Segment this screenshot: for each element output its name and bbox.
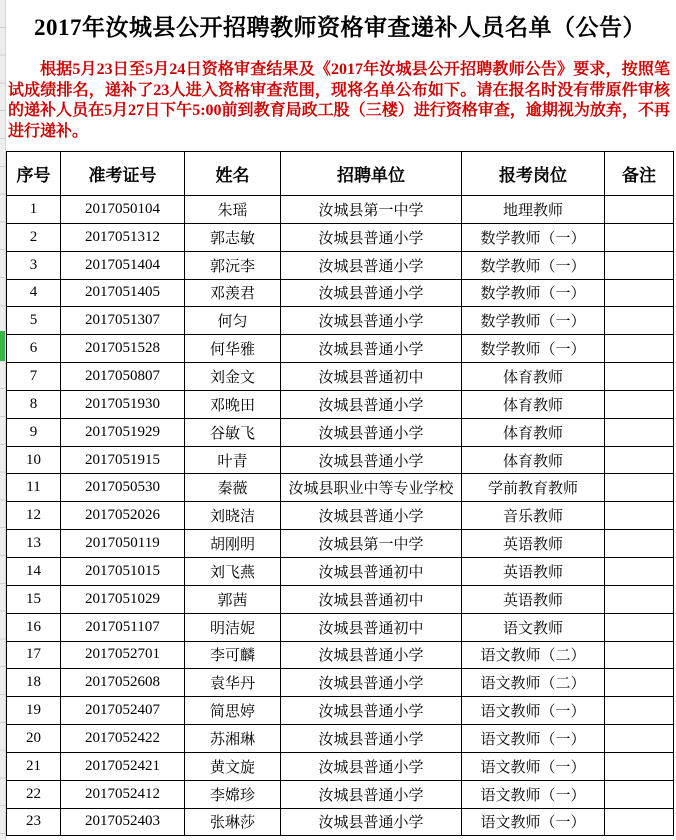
cell-name[interactable]: 郭茜: [185, 585, 281, 613]
cell-serial[interactable]: 6: [7, 335, 61, 363]
cell-serial[interactable]: 22: [7, 780, 61, 808]
table-row: [7, 557, 674, 585]
selected-row-marker: [0, 331, 5, 361]
cell-serial[interactable]: 15: [7, 585, 61, 613]
cell-unit[interactable]: 汝城县第一中学: [281, 196, 462, 224]
cell-exam-id[interactable]: 2017051930: [61, 390, 185, 418]
cell-serial[interactable]: 18: [7, 669, 61, 697]
cell-remark[interactable]: [605, 446, 674, 474]
cell-unit[interactable]: 汝城县第一中学: [281, 530, 462, 558]
cell-remark[interactable]: [605, 196, 674, 224]
cell-name[interactable]: 叶青: [185, 446, 281, 474]
cell-remark[interactable]: [605, 557, 674, 585]
cell-position[interactable]: 英语教师: [462, 585, 605, 613]
cell-unit[interactable]: 汝城县普通小学: [281, 641, 462, 669]
cell-unit[interactable]: 汝城县普通小学: [281, 780, 462, 808]
cell-position[interactable]: 学前教育教师: [462, 474, 605, 502]
cell-position[interactable]: 数学教师（一）: [462, 335, 605, 363]
header-cell-serial[interactable]: 序号: [7, 152, 61, 196]
cell-unit[interactable]: 汝城县普通初中: [281, 557, 462, 585]
cell-position[interactable]: 音乐教师: [462, 502, 605, 530]
header-cell-name[interactable]: 姓名: [185, 152, 281, 196]
cell-exam-id[interactable]: 2017050119: [61, 530, 185, 558]
cell-remark[interactable]: [605, 585, 674, 613]
cell-position[interactable]: 语文教师（一）: [462, 780, 605, 808]
cell-position[interactable]: 语文教师（一）: [462, 697, 605, 725]
table-row: [7, 279, 674, 307]
cell-name[interactable]: 刘金文: [185, 363, 281, 391]
cell-position[interactable]: 语文教师（一）: [462, 725, 605, 753]
cell-remark[interactable]: [605, 530, 674, 558]
table-row: [7, 335, 674, 363]
page-title: 2017年汝城县公开招聘教师资格审查递补人员名单（公告）: [34, 15, 646, 40]
cell-name[interactable]: 何华雅: [185, 335, 281, 363]
cell-name[interactable]: 邓羡君: [185, 279, 281, 307]
cell-remark[interactable]: [605, 418, 674, 446]
cell-unit[interactable]: 汝城县普通小学: [281, 502, 462, 530]
cell-remark[interactable]: [605, 808, 674, 836]
cell-serial[interactable]: 21: [7, 752, 61, 780]
cell-name[interactable]: 秦薇: [185, 474, 281, 502]
cell-unit[interactable]: 汝城县普通小学: [281, 446, 462, 474]
cell-position[interactable]: 地理教师: [462, 196, 605, 224]
cell-position[interactable]: 语文教师: [462, 613, 605, 641]
cell-remark[interactable]: [605, 363, 674, 391]
cell-exam-id[interactable]: 2017052407: [61, 697, 185, 725]
cell-serial[interactable]: 2: [7, 223, 61, 251]
cell-position[interactable]: 语文教师（一）: [462, 752, 605, 780]
table-row: [7, 223, 674, 251]
cell-exam-id[interactable]: 2017051029: [61, 585, 185, 613]
cell-remark[interactable]: [605, 752, 674, 780]
cell-position[interactable]: 数学教师（一）: [462, 223, 605, 251]
cell-unit[interactable]: 汝城县普通小学: [281, 390, 462, 418]
cell-exam-id[interactable]: 2017051404: [61, 251, 185, 279]
table-row: [7, 363, 674, 391]
cell-name[interactable]: 谷敏飞: [185, 418, 281, 446]
cell-position[interactable]: 语文教师（二）: [462, 669, 605, 697]
cell-name[interactable]: 黄文旋: [185, 752, 281, 780]
table-row: [7, 474, 674, 502]
cell-name[interactable]: 明洁妮: [185, 613, 281, 641]
cell-position[interactable]: 体育教师: [462, 390, 605, 418]
cell-unit[interactable]: 汝城县普通小学: [281, 307, 462, 335]
notice-paragraph: 根据5月23日至5月24日资格审查结果及《2017年汝城县公开招聘教师公告》要求，按照笔试成绩排名，递补了23人进入资格审查范围，现将名单公布如下。请在报名时没有带原件审核的递补人员在5月27日下午5:00前到教育局政工股（三楼）进行资格审查，逾期视为放弃，不再进行递补。: [8, 61, 670, 140]
cell-unit[interactable]: 汝城县普通小学: [281, 335, 462, 363]
cell-unit[interactable]: 汝城县普通小学: [281, 251, 462, 279]
cell-exam-id[interactable]: 2017051528: [61, 335, 185, 363]
cell-serial[interactable]: 10: [7, 446, 61, 474]
table-row: [7, 697, 674, 725]
cell-unit[interactable]: 汝城县普通小学: [281, 223, 462, 251]
cell-remark[interactable]: [605, 251, 674, 279]
table-row: [7, 446, 674, 474]
cell-unit[interactable]: 汝城县普通小学: [281, 752, 462, 780]
cell-serial[interactable]: 7: [7, 363, 61, 391]
cell-position[interactable]: 数学教师（一）: [462, 307, 605, 335]
cell-position[interactable]: 体育教师: [462, 446, 605, 474]
cell-unit[interactable]: 汝城县职业中等专业学校: [281, 474, 462, 502]
table-row: [7, 251, 674, 279]
cell-serial[interactable]: 3: [7, 251, 61, 279]
table-row: [7, 669, 674, 697]
cell-position[interactable]: 语文教师（二）: [462, 641, 605, 669]
cell-unit[interactable]: 汝城县普通初中: [281, 585, 462, 613]
cell-position[interactable]: 英语教师: [462, 557, 605, 585]
cell-exam-id[interactable]: 2017051929: [61, 418, 185, 446]
cell-name[interactable]: 朱瑶: [185, 196, 281, 224]
table-header-row: [7, 152, 674, 196]
cell-serial[interactable]: 11: [7, 474, 61, 502]
cell-remark[interactable]: [605, 697, 674, 725]
table-body: [7, 196, 674, 836]
cell-serial[interactable]: 14: [7, 557, 61, 585]
cell-remark[interactable]: [605, 613, 674, 641]
cell-remark[interactable]: [605, 725, 674, 753]
cell-serial[interactable]: 23: [7, 808, 61, 836]
cell-serial[interactable]: 8: [7, 390, 61, 418]
cell-name[interactable]: 胡刚明: [185, 530, 281, 558]
cell-serial[interactable]: 9: [7, 418, 61, 446]
cell-name[interactable]: 邓晚田: [185, 390, 281, 418]
cell-serial[interactable]: 20: [7, 725, 61, 753]
cell-serial[interactable]: 13: [7, 530, 61, 558]
cell-remark[interactable]: [605, 502, 674, 530]
cell-serial[interactable]: 19: [7, 697, 61, 725]
header-cell-exam-id[interactable]: 准考证号: [61, 152, 185, 196]
cell-unit[interactable]: 汝城县普通初中: [281, 613, 462, 641]
cell-name[interactable]: 刘晓洁: [185, 502, 281, 530]
cell-remark[interactable]: [605, 780, 674, 808]
cell-name[interactable]: 袁华丹: [185, 669, 281, 697]
cell-serial[interactable]: 12: [7, 502, 61, 530]
table-row: [7, 780, 674, 808]
cell-position[interactable]: 语文教师（一）: [462, 808, 605, 836]
table-row: [7, 585, 674, 613]
cell-serial[interactable]: 17: [7, 641, 61, 669]
cell-exam-id[interactable]: 2017052421: [61, 752, 185, 780]
cell-unit[interactable]: 汝城县普通小学: [281, 279, 462, 307]
cell-name[interactable]: 何匀: [185, 307, 281, 335]
cell-unit[interactable]: 汝城县普通小学: [281, 697, 462, 725]
table-row: [7, 418, 674, 446]
table-row: [7, 307, 674, 335]
cell-name[interactable]: 张琳莎: [185, 808, 281, 836]
cell-name[interactable]: 李可麟: [185, 641, 281, 669]
cell-exam-id[interactable]: 2017051107: [61, 613, 185, 641]
cell-position[interactable]: 体育教师: [462, 418, 605, 446]
cell-unit[interactable]: 汝城县普通小学: [281, 669, 462, 697]
cell-exam-id[interactable]: 2017052422: [61, 725, 185, 753]
cell-name[interactable]: 刘飞燕: [185, 557, 281, 585]
table-row: [7, 725, 674, 753]
cell-name[interactable]: 简思婷: [185, 697, 281, 725]
cell-remark[interactable]: [605, 641, 674, 669]
cell-exam-id[interactable]: 2017050104: [61, 196, 185, 224]
cell-exam-id[interactable]: 2017051405: [61, 279, 185, 307]
document-content: [6, 0, 674, 836]
cell-exam-id[interactable]: 2017051015: [61, 557, 185, 585]
cell-exam-id[interactable]: 2017052026: [61, 502, 185, 530]
cell-name[interactable]: 郭沅李: [185, 251, 281, 279]
cell-unit[interactable]: 汝城县普通初中: [281, 363, 462, 391]
cell-exam-id[interactable]: 2017051312: [61, 223, 185, 251]
cell-exam-id[interactable]: 2017052403: [61, 808, 185, 836]
cell-remark[interactable]: [605, 390, 674, 418]
cell-remark[interactable]: [605, 474, 674, 502]
table-row: [7, 808, 674, 836]
cell-position[interactable]: 英语教师: [462, 530, 605, 558]
cell-unit[interactable]: 汝城县普通小学: [281, 418, 462, 446]
table-row: [7, 390, 674, 418]
cell-position[interactable]: 体育教师: [462, 363, 605, 391]
cell-serial[interactable]: 4: [7, 279, 61, 307]
cell-name[interactable]: 李嫦珍: [185, 780, 281, 808]
cell-exam-id[interactable]: 2017052701: [61, 641, 185, 669]
table-row: [7, 613, 674, 641]
cell-serial[interactable]: 16: [7, 613, 61, 641]
table-row: [7, 530, 674, 558]
table-row: [7, 641, 674, 669]
cell-unit[interactable]: 汝城县普通小学: [281, 808, 462, 836]
header-cell-unit[interactable]: 招聘单位: [281, 152, 462, 196]
cell-remark[interactable]: [605, 335, 674, 363]
roster-table: [6, 151, 674, 836]
cell-exam-id[interactable]: 2017050807: [61, 363, 185, 391]
cell-remark[interactable]: [605, 307, 674, 335]
cell-exam-id[interactable]: 2017052412: [61, 780, 185, 808]
cell-unit[interactable]: 汝城县普通小学: [281, 725, 462, 753]
cell-name[interactable]: 郭志敏: [185, 223, 281, 251]
cell-serial[interactable]: 1: [7, 196, 61, 224]
table-row: [7, 752, 674, 780]
cell-exam-id[interactable]: 2017050530: [61, 474, 185, 502]
cell-exam-id[interactable]: 2017052608: [61, 669, 185, 697]
header-cell-position[interactable]: 报考岗位: [462, 152, 605, 196]
table-row: [7, 502, 674, 530]
cell-position[interactable]: 数学教师（一）: [462, 279, 605, 307]
cell-position[interactable]: 数学教师（一）: [462, 251, 605, 279]
cell-remark[interactable]: [605, 279, 674, 307]
cell-exam-id[interactable]: 2017051307: [61, 307, 185, 335]
table-row: [7, 196, 674, 224]
cell-serial[interactable]: 5: [7, 307, 61, 335]
header-cell-remark[interactable]: 备注: [605, 152, 674, 196]
cell-remark[interactable]: [605, 223, 674, 251]
cell-name[interactable]: 苏湘琳: [185, 725, 281, 753]
cell-remark[interactable]: [605, 669, 674, 697]
cell-exam-id[interactable]: 2017051915: [61, 446, 185, 474]
